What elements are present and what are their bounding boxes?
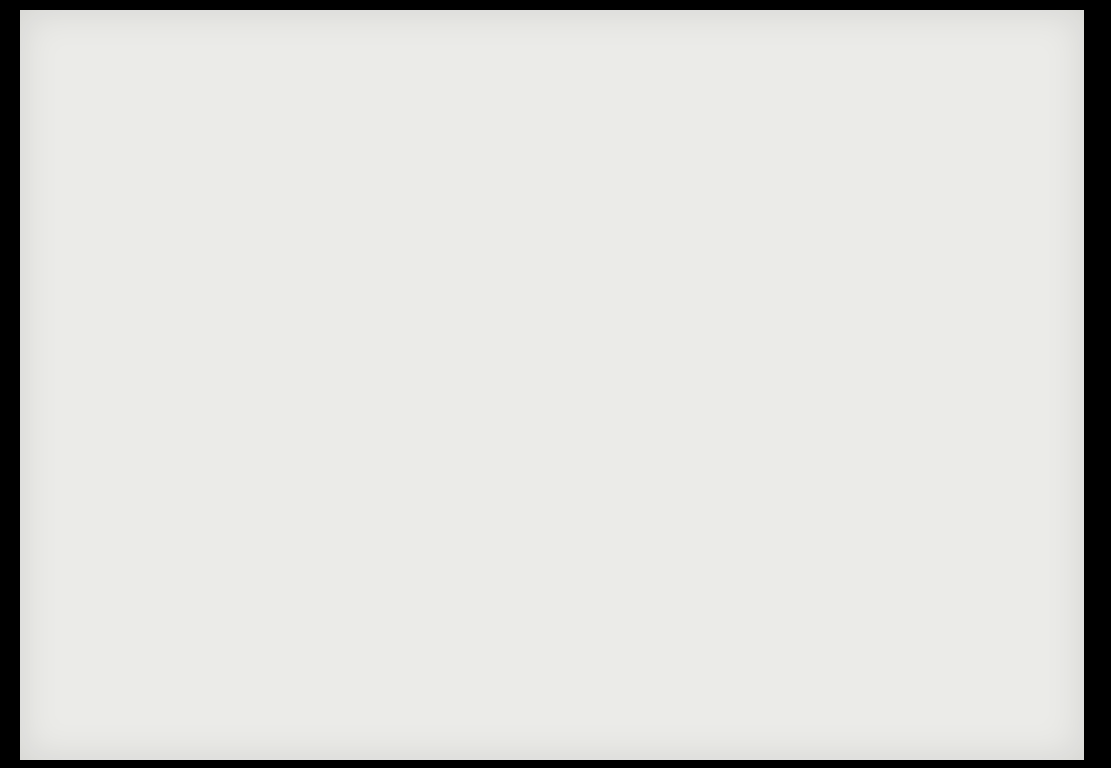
document-sheet (20, 10, 1084, 760)
